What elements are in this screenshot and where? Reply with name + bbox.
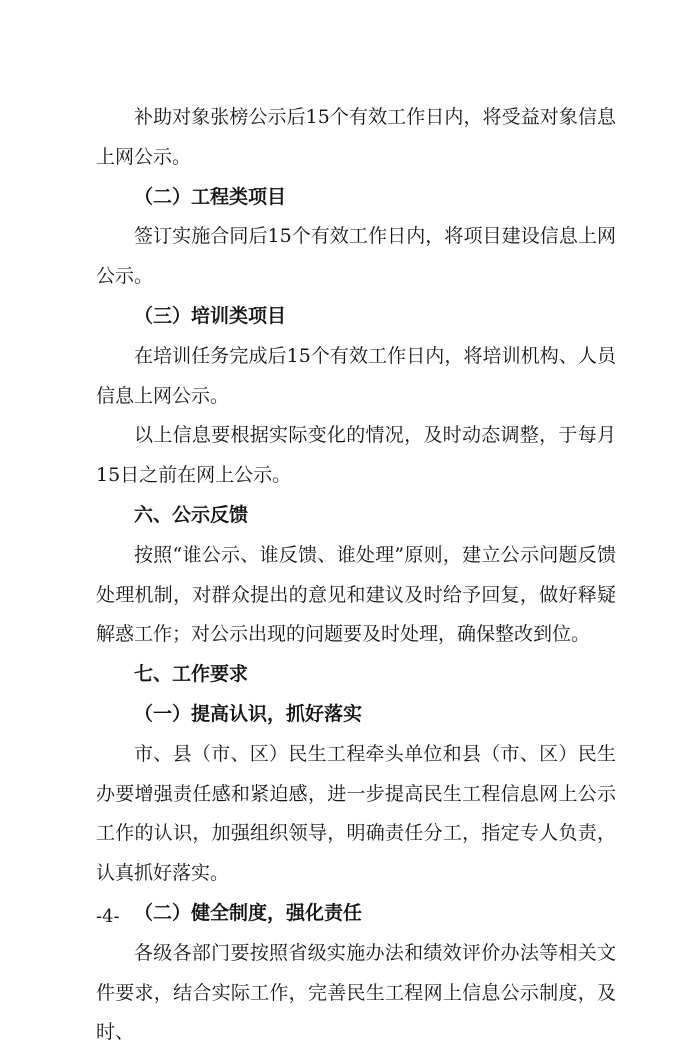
paragraph: 签订实施合同后15个有效工作日内，将项目建设信息上网公示。 [96, 225, 616, 288]
paragraph: 市、县（市、区）民生工程牵头单位和县（市、区）民生办要增强责任感和紧迫感，进一步提高民生工程信息网上公示工作的认识，加强组织领导，明确责任分工，指定专人负责，认真抓好落实。 [96, 742, 616, 885]
document-body [96, 98, 616, 1053]
subsection-heading: （一）提高认识，抓好落实 [134, 702, 363, 725]
subsection-heading: （二）工程类项目 [134, 185, 287, 208]
paragraph: 补助对象张榜公示后15个有效工作日内，将受益对象信息上网公示。 [96, 106, 616, 168]
paragraph: 以上信息要根据实际变化的情况，及时动态调整，于每月15日之前在网上公示。 [96, 424, 616, 487]
paragraph: 按照“谁公示、谁反馈、谁处理”原则，建立公示问题反馈处理机制，对群众提出的意见和建议及时给予回复，做好释疑解惑工作；对公示出现的问题要及时处理，确保整改到位。 [96, 543, 616, 646]
section-heading: 六、公示反馈 [134, 503, 249, 526]
paragraph: 在培训任务完成后15个有效工作日内，将培训机构、人员信息上网公示。 [96, 344, 616, 407]
subsection-heading: （三）培训类项目 [134, 304, 287, 327]
paragraph: 各级各部门要按照省级实施办法和绩效评价办法等相关文件要求，结合实际工作，完善民生工程网上信息公示制度，及时、 [96, 941, 616, 1044]
section-heading: 七、工作要求 [134, 663, 249, 686]
subsection-heading: （二）健全制度，强化责任 [134, 901, 363, 924]
page-number: -4- [96, 906, 120, 927]
